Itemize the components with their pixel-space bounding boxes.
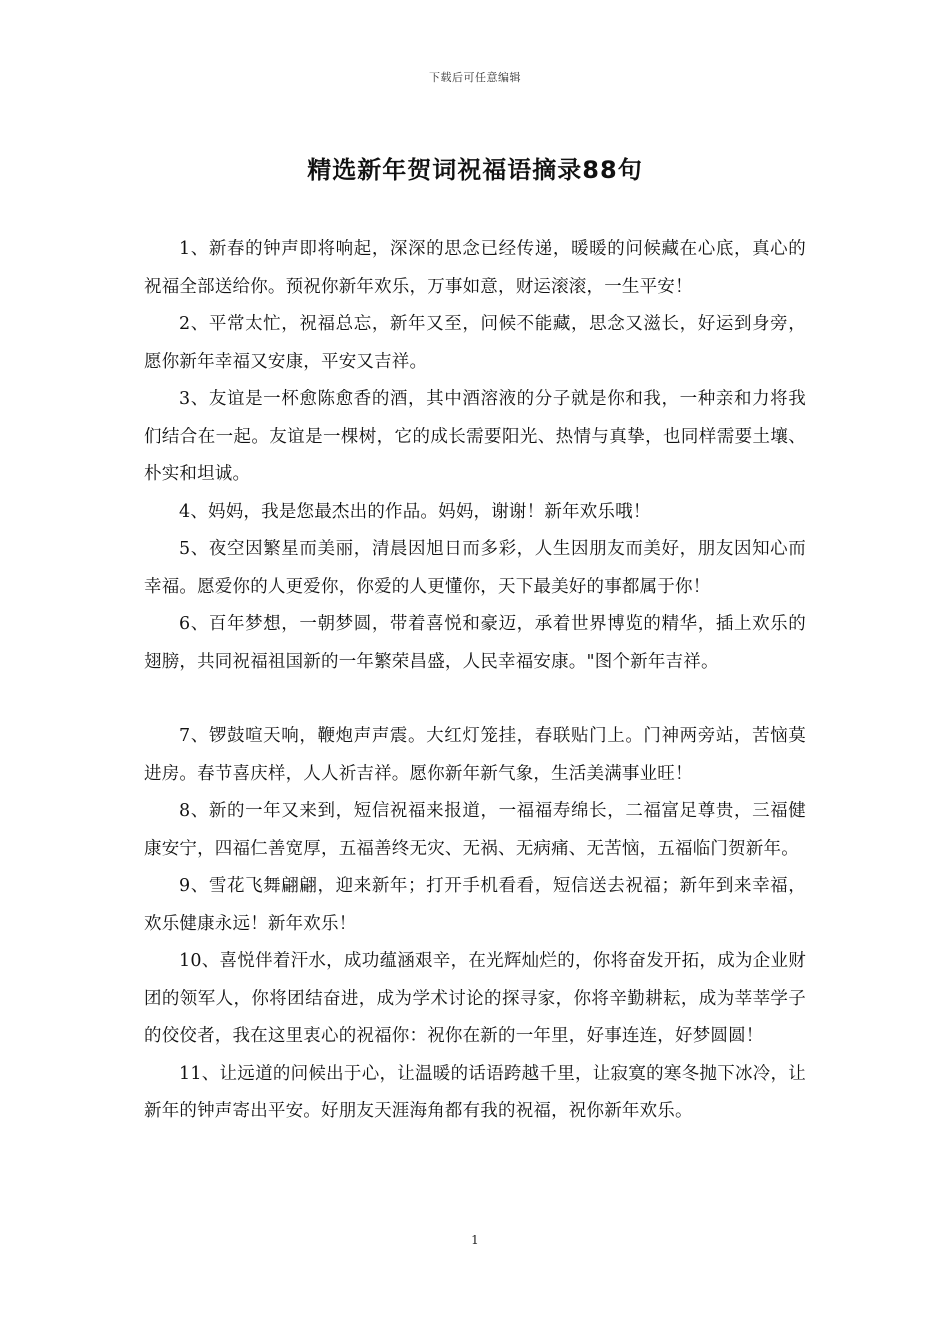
paragraph-3: 3、友谊是一杯愈陈愈香的酒，其中酒溶液的分子就是你和我，一种亲和力将我们结合在一起。友谊是一棵树，它的成长需要阳光、热情与真挚，也同样需要土壤、朴实和坦诚。 bbox=[144, 389, 806, 484]
header-note: 下载后可任意编辑 bbox=[429, 71, 521, 84]
paragraph-5: 5、夜空因繁星而美丽，清晨因旭日而多彩，人生因朋友而美好，朋友因知心而幸福。愿爱你的人更爱你，你爱的人更懂你，天下最美好的事都属于你！ bbox=[144, 539, 806, 597]
paragraph-8: 8、新的一年又来到，短信祝福来报道，一福福寿绵长，二福富足尊贵，三福健康安宁，四福仁善宽厚，五福善终无灾、无祸、无病痛、无苦恼，五福临门贺新年。 bbox=[144, 801, 806, 859]
paragraph-6: 6、百年梦想，一朝梦圆，带着喜悦和豪迈，承着世界博览的精华，插上欢乐的翅膀，共同祝福祖国新的一年繁荣昌盛，人民幸福安康。"图个新年吉祥。 bbox=[144, 614, 806, 672]
page-number: 1 bbox=[471, 1233, 479, 1247]
document-body bbox=[144, 231, 806, 1131]
paragraph-9: 9、雪花飞舞翩翩，迎来新年；打开手机看看，短信送去祝福；新年到来幸福，欢乐健康永远！新年欢乐！ bbox=[144, 876, 806, 934]
paragraph-4: 4、妈妈，我是您最杰出的作品。妈妈，谢谢！新年欢乐哦！ bbox=[179, 501, 651, 522]
paragraph-10: 10、喜悦伴着汗水，成功蕴涵艰辛，在光辉灿烂的，你将奋发开拓，成为企业财团的领军人，你将团结奋进，成为学术讨论的探寻家，你将辛勤耕耘，成为莘莘学子的佼佼者，我在这里衷心的祝福你：祝你在新的一年里，好事连连，好梦圆圆！ bbox=[144, 951, 806, 1046]
paragraph-1: 1、新春的钟声即将响起，深深的思念已经传递，暖暖的问候藏在心底，真心的祝福全部送给你。预祝你新年欢乐，万事如意，财运滚滚，一生平安！ bbox=[144, 239, 806, 297]
document-title: 精选新年贺词祝福语摘录88句 bbox=[307, 156, 643, 184]
paragraph-11: 11、让远道的问候出于心，让温暖的话语跨越千里，让寂寞的寒冬抛下冰冷，让新年的钟声寄出平安。好朋友天涯海角都有我的祝福，祝你新年欢乐。 bbox=[144, 1063, 806, 1121]
paragraph-2: 2、平常太忙，祝福总忘，新年又至，问候不能藏，思念又滋长，好运到身旁，愿你新年幸福又安康，平安又吉祥。 bbox=[144, 314, 806, 372]
paragraph-7: 7、锣鼓喧天响，鞭炮声声震。大红灯笼挂，春联贴门上。门神两旁站，苦恼莫进房。春节喜庆样，人人祈吉祥。愿你新年新气象，生活美满事业旺！ bbox=[144, 726, 806, 784]
